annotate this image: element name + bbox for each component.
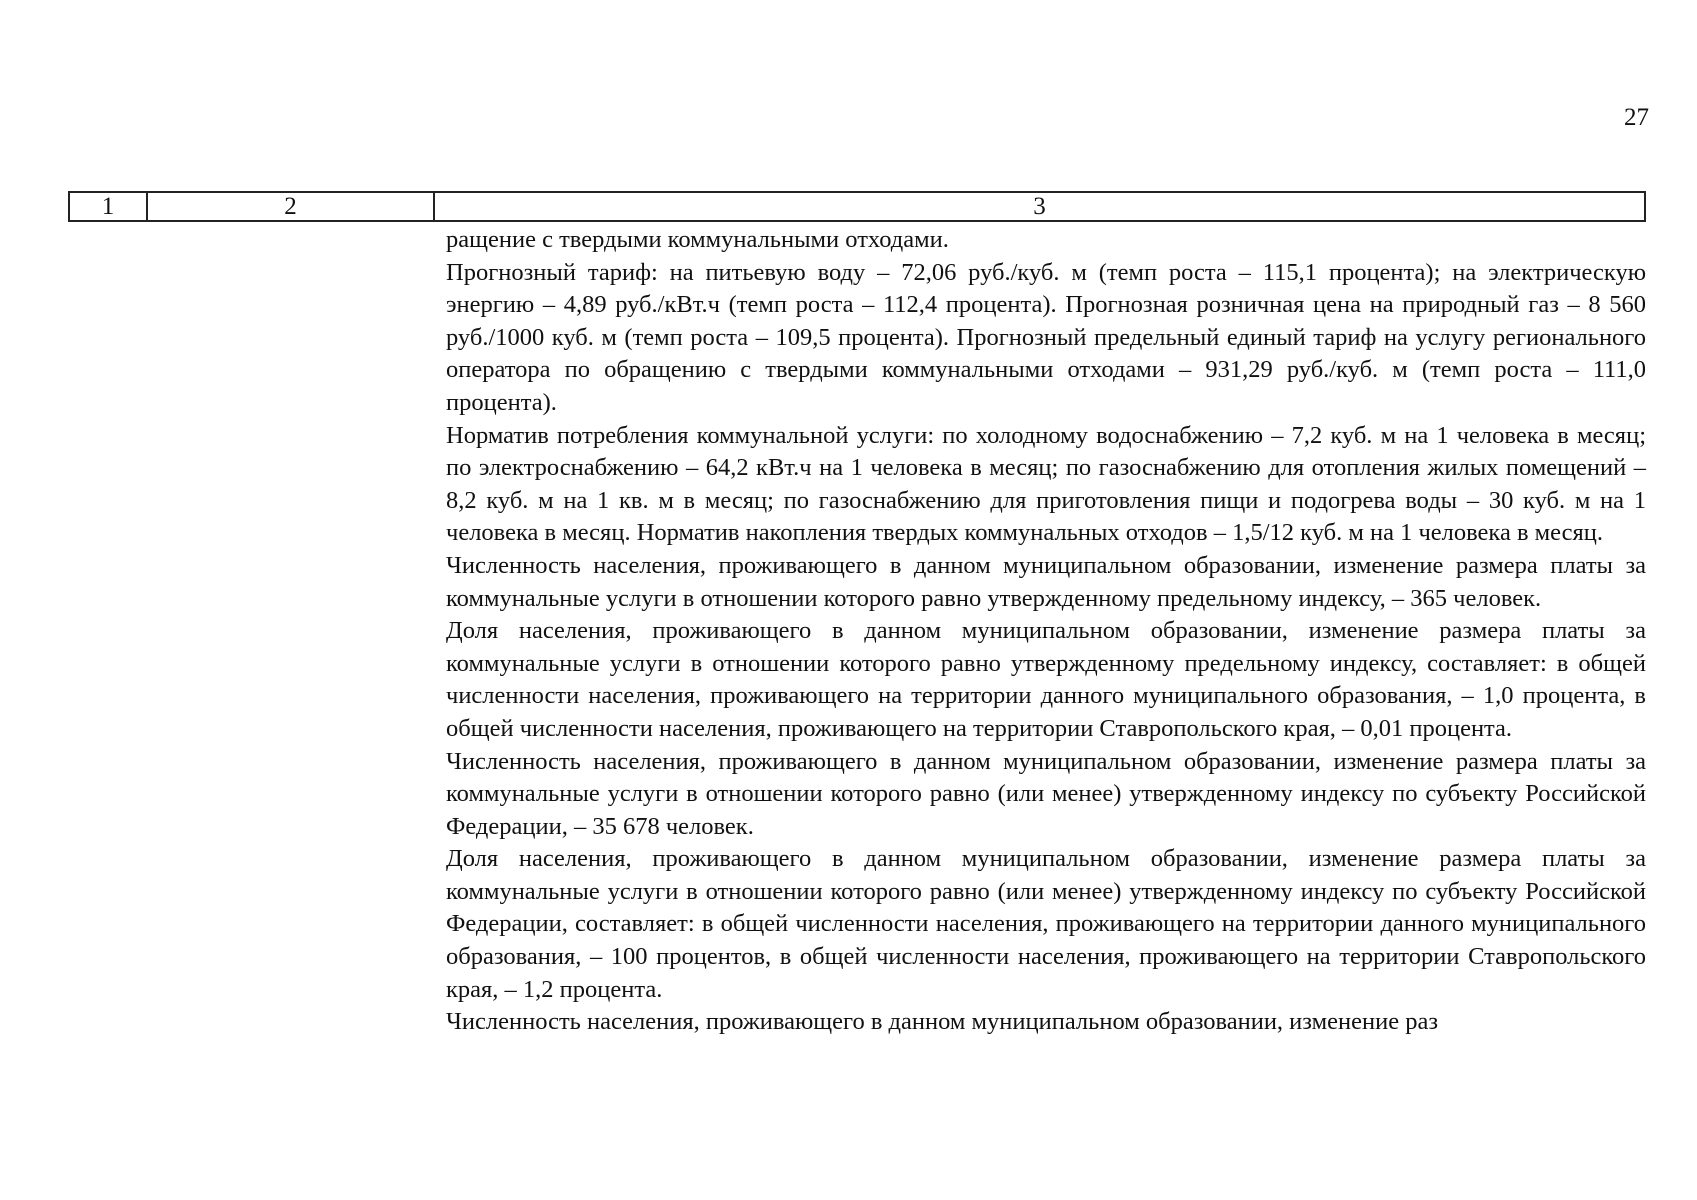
table-header-row: [68, 191, 1646, 222]
paragraph-population-share-limit: Доля населения, проживающего в данном муниципальном образовании, изменение размера платы за коммунальные услуги в отношении которого равно утвержденному предельному индексу, составляет: в общей численности населения, проживающего на территории данного муниципального образования, – 1,0 процента, в общей численности населения, проживающего на территории Ставропольского края, – 0,01 процента.: [446, 617, 1646, 742]
paragraph-population-count-next: Численность населения, проживающего в данном муниципальном образовании, изменение раз: [446, 1008, 1439, 1036]
paragraph-population-share-subject: Доля населения, проживающего в данном муниципальном образовании, изменение размера платы за коммунальные услуги в отношении которого равно (или менее) утвержденному индексу по субъекту Российской Федерации, составляет: в общей численности населения, проживающего на территории данного муниципального образования, – 100 процентов, в общей численности населения, проживающего на территории Ставропольского края, – 1,2 процента.: [446, 845, 1646, 1003]
paragraph-consumption-norm: Норматив потребления коммунальной услуги: по холодному водоснабжению – 7,2 куб. м на 1 человека в месяц; по электроснабжению – 64,2 кВт.ч на 1 человека в месяц; по газоснабжению для отопления жилых помещений – 8,2 куб. м на 1 кв. м в месяц; по газоснабжению для приготовления пищи и подогрева воды – 30 куб. м на 1 человека в месяц. Норматив накопления твердых коммунальных отходов – 1,5/12 куб. м на 1 человека в месяц.: [446, 421, 1646, 547]
document-body: [446, 224, 1646, 1039]
paragraph-population-count-limit: Численность населения, проживающего в данном муниципальном образовании, изменение размера платы за коммунальные услуги в отношении которого равно утвержденному предельному индексу, – 365 человек.: [446, 551, 1646, 612]
paragraph-population-count-subject: Численность населения, проживающего в данном муниципальном образовании, изменение размера платы за коммунальные услуги в отношении которого равно (или менее) утвержденному индексу по субъекту Российской Федерации, – 35 678 человек.: [446, 747, 1646, 840]
page-number: 27: [1624, 104, 1649, 131]
column-number-1: 1: [70, 193, 148, 220]
column-number-2: 2: [148, 193, 435, 220]
paragraph-forecast-tariff: Прогнозный тариф: на питьевую воду – 72,06 руб./куб. м (темп роста – 115,1 процента); на электрическую энергию – 4,89 руб./кВт.ч (темп роста – 112,4 процента). Прогнозная розничная цена на природный газ – 8 560 руб./1000 куб. м (темп роста – 109,5 процента). Прогнозный предельный единый тариф на услугу регионального оператора по обращению с твердыми коммунальными отходами – 931,29 руб./куб. м (темп роста – 111,0 процента).: [446, 258, 1646, 416]
column-number-3: 3: [1033, 193, 1046, 220]
paragraph-continuation: ращение с твердыми коммунальными отходами.: [446, 226, 949, 253]
